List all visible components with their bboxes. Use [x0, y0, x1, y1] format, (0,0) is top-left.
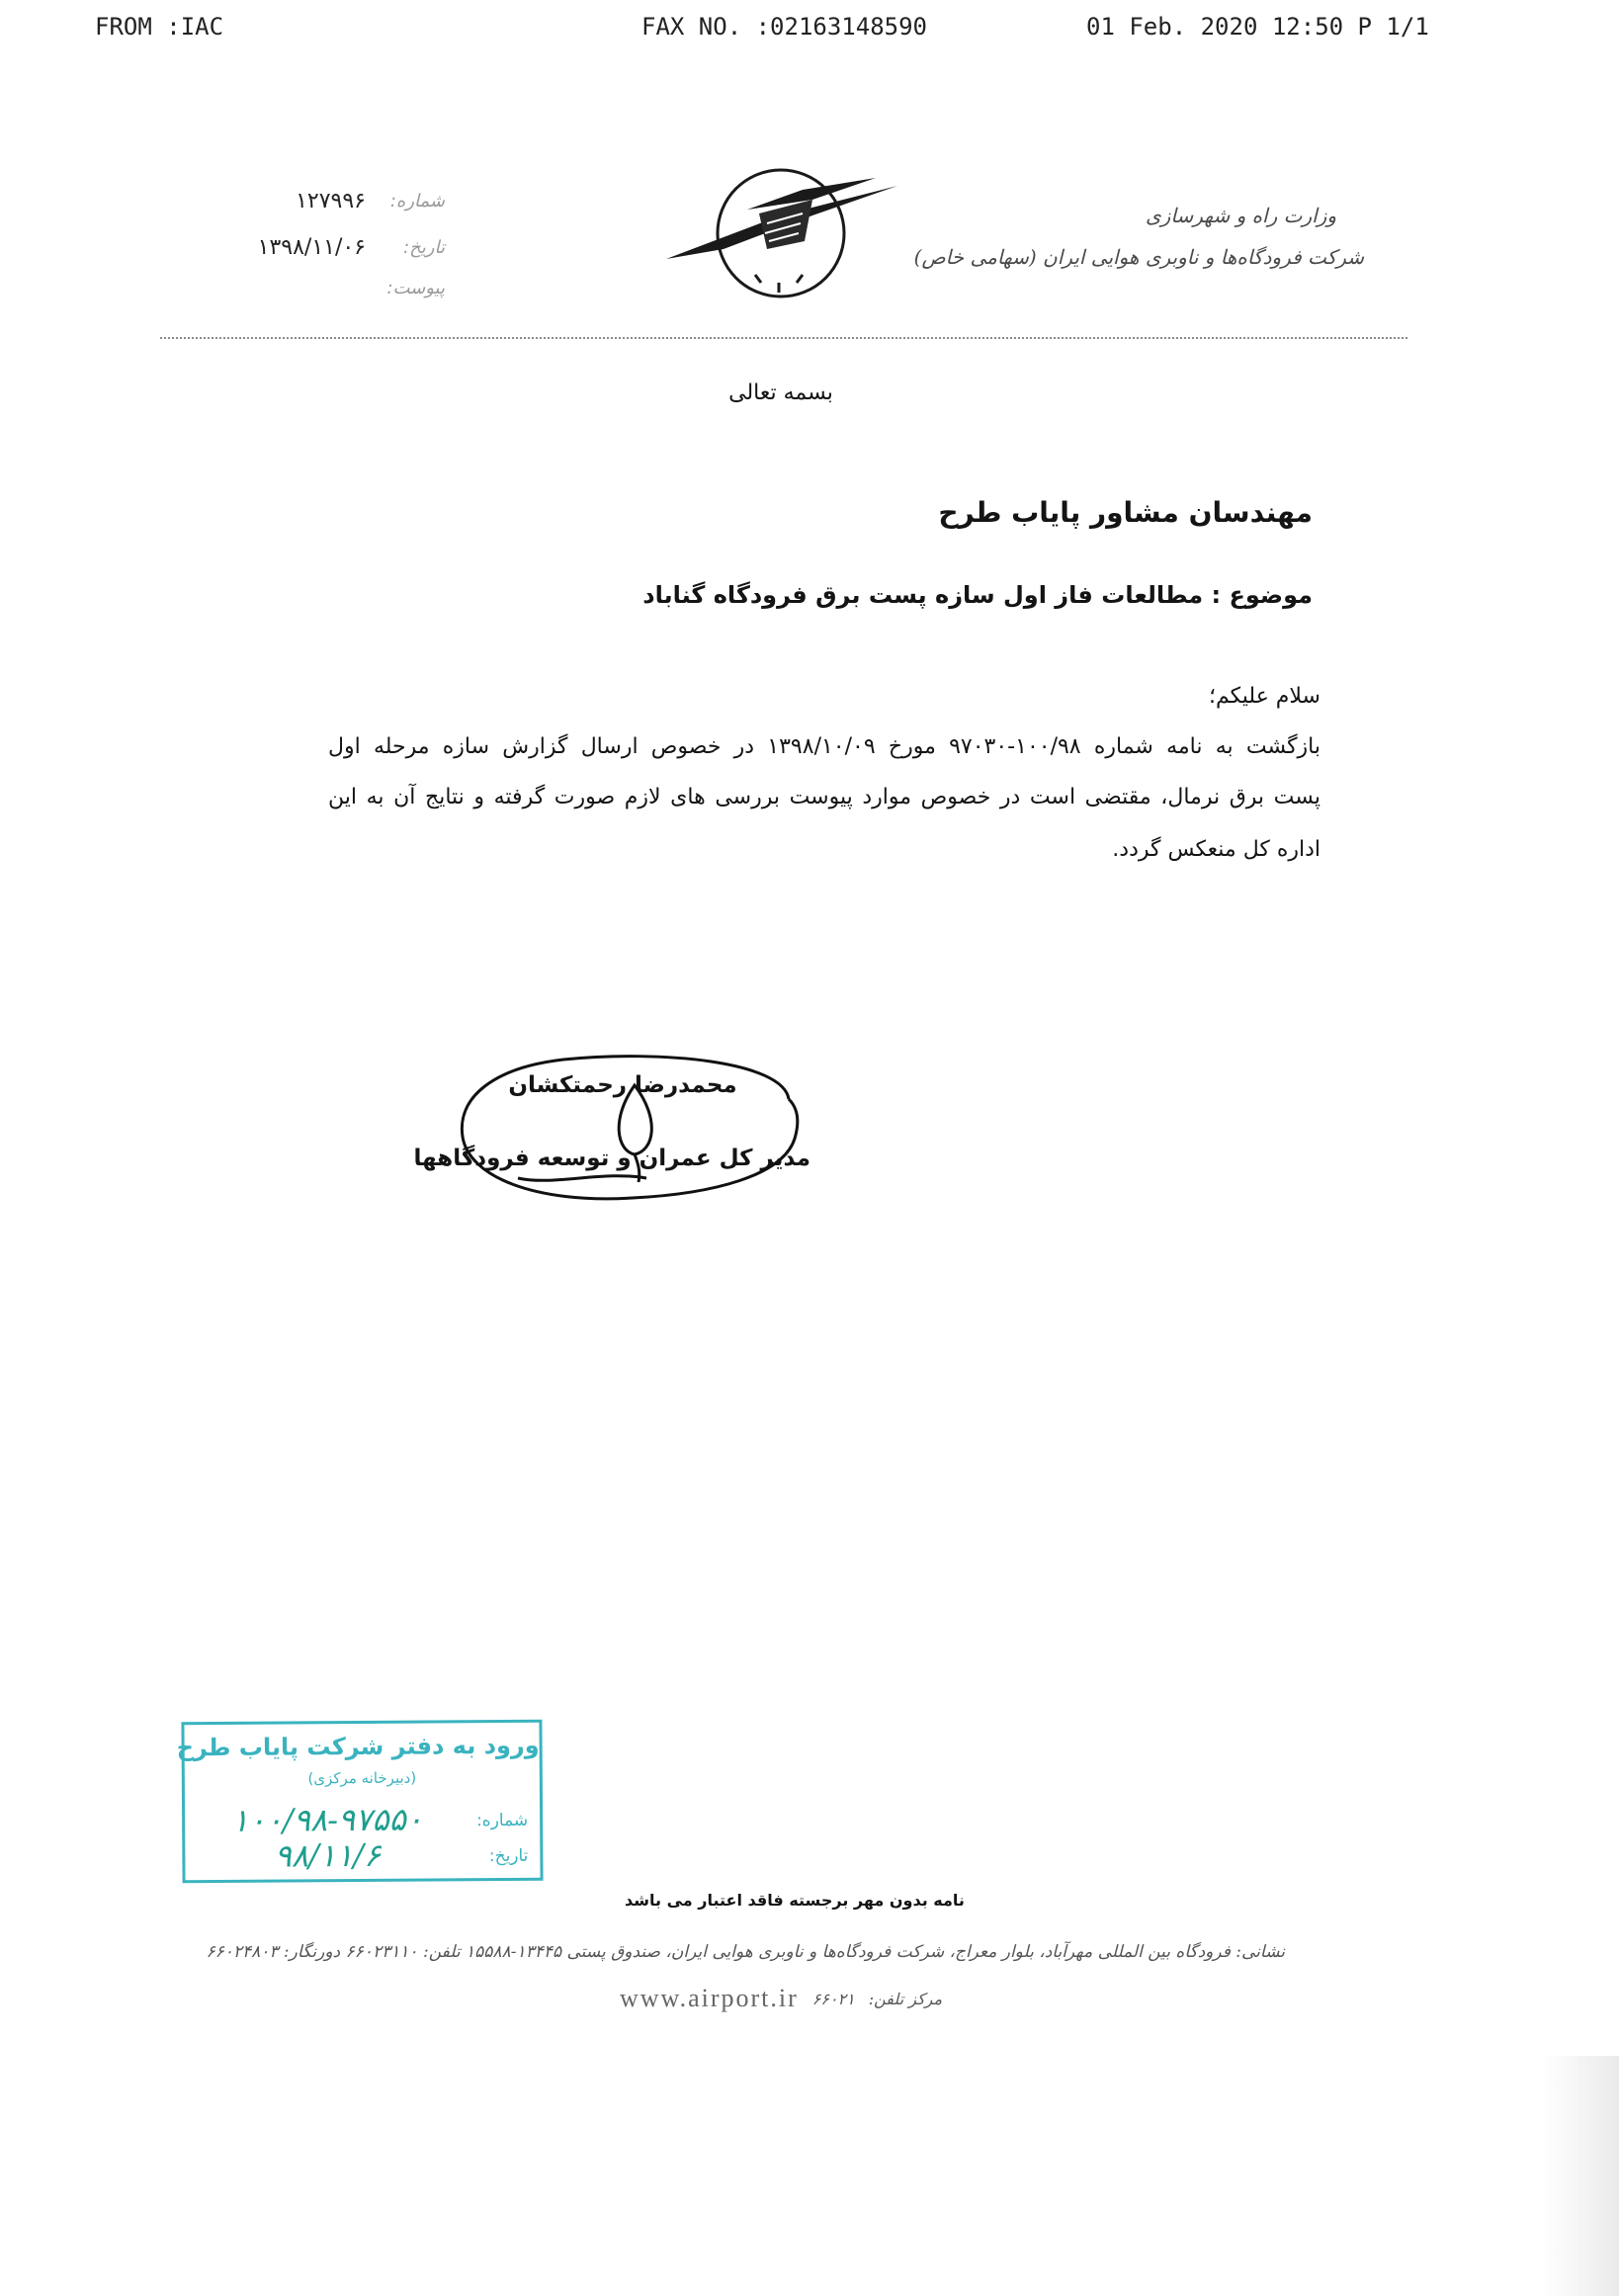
ministry-name: وزارت راه و شهرسازی — [1146, 204, 1336, 227]
phone-center-label: مرکز تلفن: — [868, 1989, 943, 2008]
body-line: بازگشت به نامه شماره ۱۰۰/۹۸-۹۷۰۳۰ مورخ ۱۳۹۸/۱۰/۰۹ در خصوص ارسال گزارش سازه مرحله اول — [328, 734, 1321, 759]
stamp-number: ۱۰۰/۹۸-۹۷۵۵۰ — [231, 1800, 423, 1839]
greeting: سلام علیکم؛ — [1208, 684, 1321, 709]
header-divider — [160, 337, 1407, 339]
stamp-title: ورود به دفتر شرکت پایاب طرح — [176, 1731, 540, 1762]
stamp-subtitle: (دبیرخانه مرکزی) — [307, 1768, 417, 1788]
letter-number: ۱۲۷۹۹۶ — [296, 189, 366, 213]
letter-number-label: شماره: — [389, 191, 445, 212]
signatory-title: مدیر کل عمران و توسعه فرودگاهها — [413, 1146, 810, 1171]
body-line: اداره کل منعکس گردد. — [1112, 837, 1321, 862]
company-name: شرکت فرودگاه‌ها و ناوبری هوایی ایران (سهامی خاص) — [913, 245, 1364, 269]
fax-number: FAX NO. :02163148590 — [641, 13, 927, 41]
fax-datetime-page: 01 Feb. 2020 12:50 P 1/1 — [1086, 13, 1429, 41]
stamp-date-label: تاریخ: — [488, 1845, 529, 1867]
company-logo-icon — [664, 164, 897, 302]
letter-date-row — [198, 233, 445, 263]
letter-date: ۱۳۹۸/۱۱/۰۶ — [257, 235, 366, 260]
letter-date-label: تاریخ: — [403, 237, 445, 258]
phone-center-number: ۶۶۰۲۱ — [811, 1989, 855, 2008]
contact-line — [534, 1981, 1028, 2016]
recipient: مهندسان مشاور پایاب طرح — [938, 496, 1313, 529]
subject-line: موضوع : مطالعات فاز اول سازه پست برق فرودگاه گناباد — [642, 581, 1313, 609]
stamp-date: ۹۸/۱۱/۶ — [274, 1835, 382, 1875]
attachment-label: پیوست: — [386, 278, 445, 298]
company-address: نشانی: فرودگاه بین المللی مهرآباد، بلوار معراج، شرکت فرودگاه‌ها و ناوبری هوایی ایران، صندوق پستی ۱۳۴۴۵-۱۵۵۸۸ تلفن: ۶۶۰۲۳۱۱۰ دورنگار: ۶۶۰۲۴۸۰۳ — [206, 1942, 1285, 1962]
signatory-name: محمدرضا رحمتکشان — [508, 1072, 737, 1098]
handwritten-signature — [415, 1028, 830, 1226]
attachment-row — [198, 274, 445, 303]
basmala: بسمه تعالی — [728, 381, 833, 405]
body-line: پست برق نرمال، مقتضی است در خصوص موارد پیوست بررسی های لازم صورت گرفته و نتایج آن به این — [328, 785, 1321, 809]
letter-number-row — [198, 187, 445, 216]
website-link[interactable]: www.airport.ir — [619, 1984, 799, 2012]
fax-from: FROM :IAC — [95, 13, 224, 41]
stamp-number-label: شماره: — [475, 1810, 529, 1831]
received-stamp — [176, 1720, 543, 1884]
validity-notice: نامه بدون مهر برجسته فاقد اعتبار می باشد — [625, 1891, 965, 1910]
scan-shadow — [1542, 2056, 1619, 2296]
